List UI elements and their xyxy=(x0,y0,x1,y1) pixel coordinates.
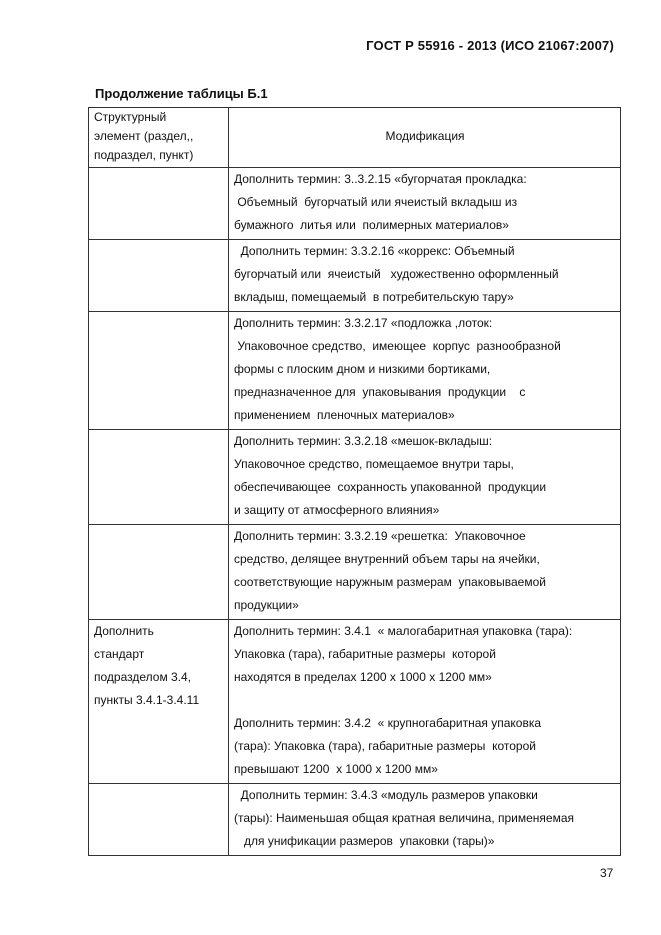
row-2-modification-cell: Дополнить термин: 3.3.2.16 «коррекс: Объемный бугорчатый или ячеистый художественно оформленный вкладыш, помещаемый в потребительскую тару» xyxy=(229,240,621,312)
table-row xyxy=(89,240,621,312)
page-number: 37 xyxy=(600,866,614,880)
table-row xyxy=(89,312,621,430)
row-4-element-cell xyxy=(89,430,229,525)
row-1-modification-cell: Дополнить термин: 3..3.2.15 «бугорчатая прокладка: Объемный бугорчатый или ячеистый вкладыш из бумажного литья или полимерных материалов» xyxy=(229,168,621,240)
row-6-modification-cell: Дополнить термин: 3.4.1 « малогабаритная упаковка (тара): Упаковка (тара), габаритные размеры которой находятся в пределах 1200 х 1000 х 1200 мм» Дополнить термин: 3.4.2 « крупногабаритная упаковка (тара): Упаковка (тара), габаритные размеры которой превышают 1200 х 1000 х 1200 мм» xyxy=(229,620,621,784)
table-row xyxy=(89,168,621,240)
column-header-structural-element: Структурный элемент (раздел,, подраздел, пункт) xyxy=(89,108,229,168)
table-row xyxy=(89,784,621,856)
table-header-row xyxy=(89,108,621,168)
document-header: ГОСТ Р 55916 - 2013 (ИСО 21067:2007) xyxy=(366,38,614,53)
row-3-element-cell xyxy=(89,312,229,430)
row-5-modification-cell: Дополнить термин: 3.3.2.19 «решетка: Упаковочное средство, делящее внутренний объем тары на ячейки, соответствующие наружным размерам упаковываемой продукции» xyxy=(229,525,621,620)
table-row xyxy=(89,430,621,525)
row-7-element-cell xyxy=(89,784,229,856)
row-5-element-cell xyxy=(89,525,229,620)
table-row xyxy=(89,620,621,784)
row-3-modification-cell: Дополнить термин: 3.3.2.17 «подложка ,лоток: Упаковочное средство, имеющее корпус разнообразной формы с плоским дном и низкими бортиками, предназначенное для упаковывания продукции с применением пленочных материалов» xyxy=(229,312,621,430)
table-row xyxy=(89,525,621,620)
modifications-table xyxy=(88,107,621,856)
table-caption: Продолжение таблицы Б.1 xyxy=(95,86,268,101)
row-7-modification-cell: Дополнить термин: 3.4.3 «модуль размеров упаковки (тары): Наименьшая общая кратная величина, применяемая для унификации размеров упаковки (тары)» xyxy=(229,784,621,856)
row-6-element-cell: Дополнить стандарт подразделом 3.4, пункты 3.4.1-3.4.11 xyxy=(89,620,229,784)
column-header-modification: Модификация xyxy=(229,108,621,168)
row-2-element-cell xyxy=(89,240,229,312)
row-4-modification-cell: Дополнить термин: 3.3.2.18 «мешок-вкладыш: Упаковочное средство, помещаемое внутри тары, обеспечивающее сохранность упакованной продукции и защиту от атмосферного влияния» xyxy=(229,430,621,525)
row-1-element-cell xyxy=(89,168,229,240)
